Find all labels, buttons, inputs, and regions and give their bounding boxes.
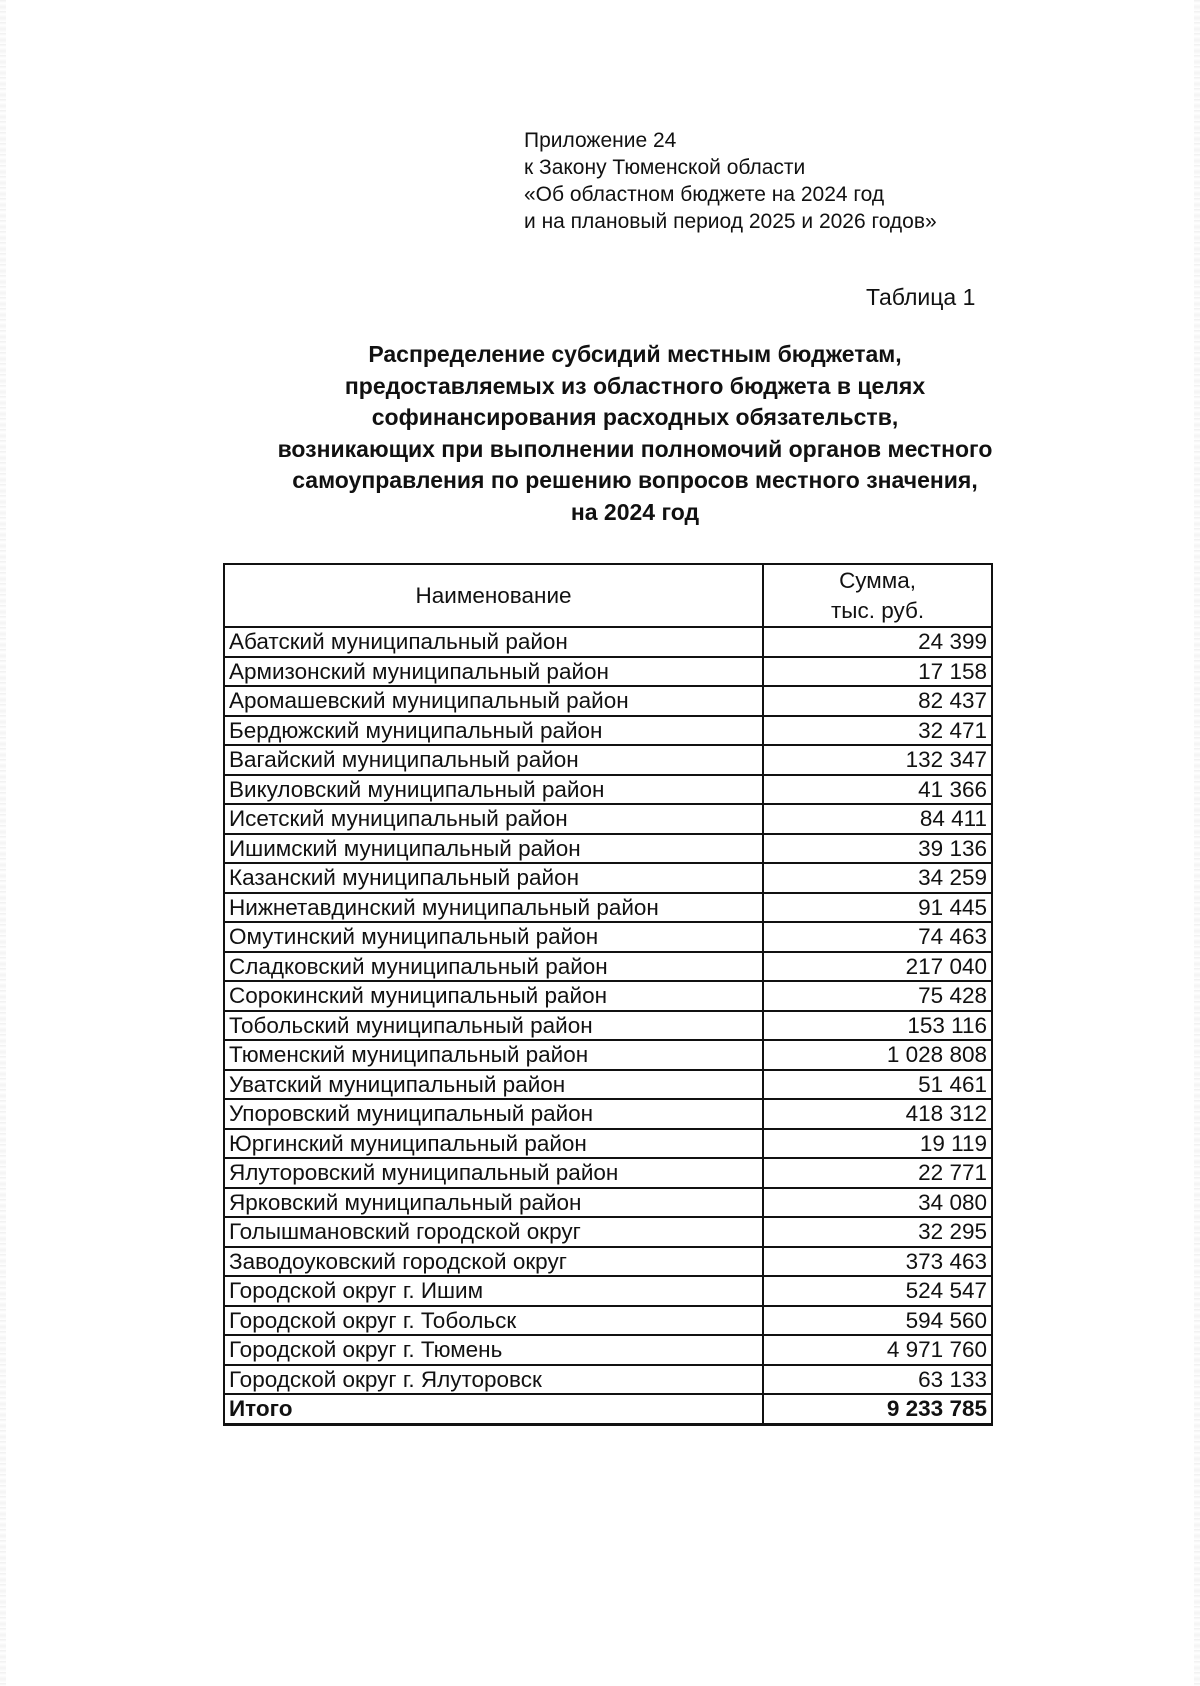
header-sum-line1: Сумма, bbox=[839, 567, 917, 593]
total-label: Итого bbox=[224, 1394, 763, 1424]
row-name: Юргинский муниципальный район bbox=[224, 1129, 763, 1159]
row-sum: 75 428 bbox=[763, 981, 992, 1011]
row-name: Уватский муниципальный район bbox=[224, 1070, 763, 1100]
header-sum-line2: тыс. руб. bbox=[830, 597, 925, 623]
row-name: Исетский муниципальный район bbox=[224, 804, 763, 834]
table-row bbox=[224, 1365, 992, 1395]
row-name: Ялуторовский муниципальный район bbox=[224, 1158, 763, 1188]
table-header-row bbox=[224, 564, 992, 627]
table-row bbox=[224, 1306, 992, 1336]
title-line: предоставляемых из областного бюджета в целях bbox=[344, 372, 926, 399]
row-sum: 84 411 bbox=[763, 804, 992, 834]
row-name: Городской округ г. Ялуторовск bbox=[224, 1365, 763, 1395]
row-name: Заводоуковский городской округ bbox=[224, 1247, 763, 1277]
table-row bbox=[224, 834, 992, 864]
row-sum: 594 560 bbox=[763, 1306, 992, 1336]
row-name: Тобольский муниципальный район bbox=[224, 1011, 763, 1041]
row-sum: 153 116 bbox=[763, 1011, 992, 1041]
row-sum: 4 971 760 bbox=[763, 1335, 992, 1365]
row-name: Нижнетавдинский муниципальный район bbox=[224, 893, 763, 923]
row-sum: 39 136 bbox=[763, 834, 992, 864]
row-name: Городской округ г. Ишим bbox=[224, 1276, 763, 1306]
row-sum: 22 771 bbox=[763, 1158, 992, 1188]
row-name: Вагайский муниципальный район bbox=[224, 745, 763, 775]
table-row bbox=[224, 804, 992, 834]
table-row bbox=[224, 686, 992, 716]
table-row bbox=[224, 657, 992, 687]
header-name: Наименование bbox=[224, 564, 763, 627]
row-sum: 1 028 808 bbox=[763, 1040, 992, 1070]
appendix-header bbox=[524, 127, 937, 235]
row-name: Бердюжский муниципальный район bbox=[224, 716, 763, 746]
title-line: Распределение субсидий местным бюджетам, bbox=[368, 341, 902, 367]
table-row bbox=[224, 775, 992, 805]
title-line: софинансирования расходных обязательств, bbox=[371, 404, 899, 430]
appendix-line: «Об областном бюджете на 2024 год bbox=[524, 183, 885, 206]
row-sum: 418 312 bbox=[763, 1099, 992, 1129]
table-row bbox=[224, 952, 992, 982]
row-name: Ишимский муниципальный район bbox=[224, 834, 763, 864]
row-sum: 17 158 bbox=[763, 657, 992, 687]
row-sum: 32 471 bbox=[763, 716, 992, 746]
row-sum: 34 080 bbox=[763, 1188, 992, 1218]
scan-edge-right bbox=[1194, 0, 1200, 1686]
table-row bbox=[224, 745, 992, 775]
table-row bbox=[224, 1276, 992, 1306]
table-row bbox=[224, 922, 992, 952]
row-sum: 24 399 bbox=[763, 627, 992, 657]
row-sum: 51 461 bbox=[763, 1070, 992, 1100]
row-sum: 19 119 bbox=[763, 1129, 992, 1159]
table-row bbox=[224, 893, 992, 923]
scan-edge-left bbox=[0, 0, 6, 1686]
table-body bbox=[224, 627, 992, 1394]
appendix-line: к Закону Тюменской области bbox=[524, 156, 806, 179]
table-row bbox=[224, 981, 992, 1011]
row-sum: 217 040 bbox=[763, 952, 992, 982]
row-sum: 41 366 bbox=[763, 775, 992, 805]
title-line: самоуправления по решению вопросов местного значения, bbox=[292, 467, 978, 493]
row-name: Голышмановский городской округ bbox=[224, 1217, 763, 1247]
table-row bbox=[224, 1188, 992, 1218]
total-sum: 9 233 785 bbox=[763, 1394, 992, 1424]
row-sum: 34 259 bbox=[763, 863, 992, 893]
total-row bbox=[224, 1394, 992, 1424]
row-name: Сорокинский муниципальный район bbox=[224, 981, 763, 1011]
row-name: Викуловский муниципальный район bbox=[224, 775, 763, 805]
table-row bbox=[224, 1040, 992, 1070]
subsidy-table bbox=[223, 563, 993, 1426]
header-sum bbox=[763, 564, 992, 627]
row-sum: 373 463 bbox=[763, 1247, 992, 1277]
table-label: Таблица 1 bbox=[866, 284, 976, 310]
row-sum: 74 463 bbox=[763, 922, 992, 952]
appendix-line: и на плановый период 2025 и 2026 годов» bbox=[524, 210, 937, 233]
row-name: Упоровский муниципальный район bbox=[224, 1099, 763, 1129]
table-row bbox=[224, 863, 992, 893]
appendix-line: Приложение 24 bbox=[524, 129, 677, 152]
document-title bbox=[200, 339, 1070, 528]
table-row bbox=[224, 1217, 992, 1247]
row-name: Абатский муниципальный район bbox=[224, 627, 763, 657]
table-row bbox=[224, 1335, 992, 1365]
row-name: Аромашевский муниципальный район bbox=[224, 686, 763, 716]
table-row bbox=[224, 1011, 992, 1041]
table-row bbox=[224, 716, 992, 746]
row-sum: 524 547 bbox=[763, 1276, 992, 1306]
row-name: Казанский муниципальный район bbox=[224, 863, 763, 893]
row-name: Ярковский муниципальный район bbox=[224, 1188, 763, 1218]
title-line: возникающих при выполнении полномочий органов местного bbox=[277, 435, 993, 462]
table-row bbox=[224, 1129, 992, 1159]
table-row bbox=[224, 1099, 992, 1129]
row-name: Омутинский муниципальный район bbox=[224, 922, 763, 952]
row-name: Городской округ г. Тобольск bbox=[224, 1306, 763, 1336]
row-sum: 63 133 bbox=[763, 1365, 992, 1395]
title-line: на 2024 год bbox=[570, 498, 700, 525]
row-sum: 132 347 bbox=[763, 745, 992, 775]
table-row bbox=[224, 1247, 992, 1277]
row-sum: 32 295 bbox=[763, 1217, 992, 1247]
row-sum: 91 445 bbox=[763, 893, 992, 923]
table-row bbox=[224, 1158, 992, 1188]
table-row bbox=[224, 627, 992, 657]
row-name: Тюменский муниципальный район bbox=[224, 1040, 763, 1070]
row-name: Городской округ г. Тюмень bbox=[224, 1335, 763, 1365]
row-name: Сладковский муниципальный район bbox=[224, 952, 763, 982]
table-row bbox=[224, 1070, 992, 1100]
row-name: Армизонский муниципальный район bbox=[224, 657, 763, 687]
row-sum: 82 437 bbox=[763, 686, 992, 716]
